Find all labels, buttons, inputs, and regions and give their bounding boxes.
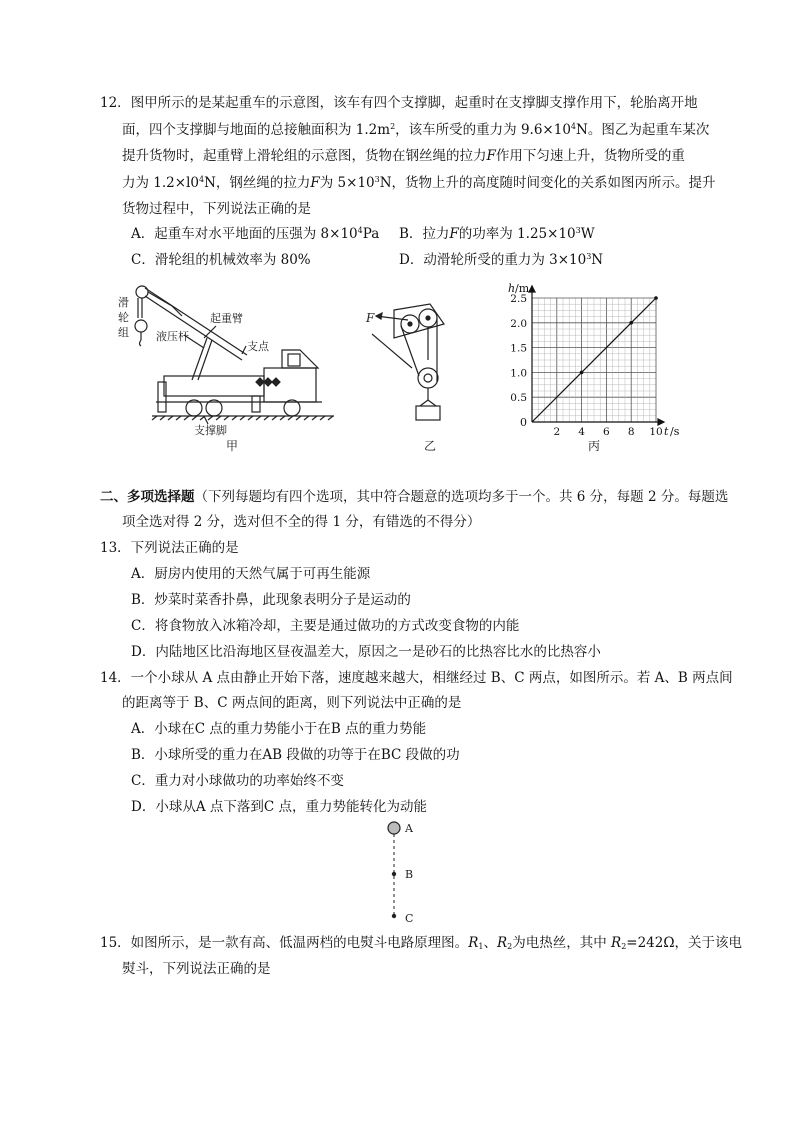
x-axis-var: t — [664, 425, 669, 438]
q12-option-d: D．动滑轮所受的重力为 $3\times 10^3N$ — [399, 252, 604, 268]
label-pulley-3: 组 — [118, 326, 129, 339]
y-axis-var: h — [508, 282, 516, 295]
q13-option-a: A．厨房内使用的天然气属于可再生能源 — [131, 566, 371, 582]
q14-line-2: 的距离等于 B、C 两点间的距离，则下列说法中正确的是 — [122, 695, 462, 711]
y-axis-unit: /m — [515, 282, 530, 295]
x-tick-label: 6 — [603, 426, 610, 438]
y-tick-label: 1.0 — [510, 367, 527, 380]
label-hydraulic-rod: 液压杆 — [156, 330, 189, 343]
label-pulley-2: 轮 — [118, 311, 129, 324]
figure-falling-ball — [380, 818, 430, 928]
point-b — [392, 872, 396, 876]
section-2-line-1: 二、多项选择题（下列每题均有四个选项，其中符合题意的选项均多于一个。共 6 分，每题 2 分。每题选 — [100, 489, 729, 505]
q12-option-c: C．滑轮组的机械效率为 80% — [131, 252, 311, 268]
figure-bing-chart — [500, 280, 700, 456]
data-point — [580, 371, 584, 375]
label-force-f: F — [366, 311, 375, 325]
data-point — [654, 296, 658, 300]
section-2-title: 二、多项选择题 — [100, 489, 195, 505]
label-boom: 起重臂 — [210, 312, 243, 325]
label-support-leg: 支撑脚 — [194, 424, 227, 437]
y-tick-label: 0.5 — [510, 392, 527, 405]
q12-line-2: 面，四个支撑脚与地面的总接触面积为 $1.2m^2$，该车所受的重力为 $9.6\times 10^4N$。图乙为起重车某次 — [122, 122, 710, 138]
q13-option-c: C．将食物放入冰箱冷却，主要是通过做功的方式改变食物的内能 — [131, 618, 520, 634]
figure-yi-pulley — [364, 294, 454, 464]
figure-jia-crane — [112, 280, 348, 460]
ball — [388, 822, 400, 834]
y-tick-label: 2.0 — [510, 317, 527, 330]
point-c — [392, 914, 396, 918]
q15-line-2: 熨斗，下列说法正确的是 — [122, 961, 271, 977]
q12-line-3: 提升货物时，起重臂上滑轮组的示意图，货物在钢丝绳的拉力F作用下匀速上升，货物所受的重 — [122, 148, 685, 164]
label-point-a: A — [405, 822, 413, 835]
q15-line-1: 15．如图所示，是一款有高、低温两档的电熨斗电路原理图。$R_1$、$R_2$为电热丝，其中 $R_2=242\Omega$，关于该电 — [100, 935, 743, 951]
q12-option-a: A．起重车对水平地面的压强为 $8\times 10^4Pa$ — [131, 226, 380, 242]
label-pulley-1: 滑 — [118, 296, 129, 309]
q13-option-b: B．炒菜时菜香扑鼻，此现象表明分子是运动的 — [131, 592, 411, 608]
q12-line-4: 力为 $1.2\times l0^4N$，钢丝绳的拉力F为 $5\times 10^3N$，货物上升的高度随时间变化的关系如图丙所示。提升 — [122, 175, 716, 191]
x-axis-unit: /s — [670, 425, 680, 438]
section-2-line-2: 项全选对得 2 分，选对但不全的得 1 分，有错选的不得分） — [122, 514, 481, 530]
caption-jia: 甲 — [226, 439, 239, 453]
q12-line-1: 12．图甲所示的是某起重车的示意图，该车有四个支撑脚，起重时在支撑脚支撑作用下，轮胎离开地 — [100, 95, 698, 111]
y-tick-label: 1.5 — [510, 342, 527, 355]
caption-yi: 乙 — [424, 439, 437, 453]
x-tick-label: 8 — [627, 426, 635, 438]
q14-option-a: A．小球在C 点的重力势能小于在B 点的重力势能 — [131, 721, 427, 737]
q13-option-d: D．内陆地区比沿海地区昼夜温差大，原因之一是砂石的比热容比水的比热容小 — [131, 644, 601, 660]
q12-line-5: 货物过程中，下列说法正确的是 — [122, 201, 311, 217]
x-tick-label: 2 — [553, 426, 561, 438]
q14-option-b: B．小球所受的重力在AB 段做的功等于在BC 段做的功 — [131, 747, 460, 763]
chart-series — [532, 296, 658, 422]
q14-line-1: 14．一个小球从 A 点由静止开始下落，速度越来越大，相继经过 B、C 两点，如图所示。若 A、B 两点间 — [100, 670, 733, 686]
origin-label: 0 — [520, 416, 527, 429]
x-tick-label: 10 — [649, 426, 663, 438]
q13-stem: 13．下列说法正确的是 — [100, 540, 239, 556]
label-point-c: C — [405, 912, 414, 925]
q12-option-b: B．拉力F的功率为 $1.25\times 10^3W$ — [399, 226, 595, 242]
caption-bing: 丙 — [588, 439, 601, 453]
label-point-b: B — [405, 868, 414, 881]
data-point — [629, 321, 633, 325]
q14-option-d: D．小球从A 点下落到C 点，重力势能转化为动能 — [131, 799, 427, 815]
label-pivot: 支点 — [247, 340, 269, 353]
q14-option-c: C．重力对小球做功的功率始终不变 — [131, 773, 344, 789]
x-tick-label: 4 — [578, 426, 585, 438]
y-tick-label: 2.5 — [510, 293, 527, 305]
